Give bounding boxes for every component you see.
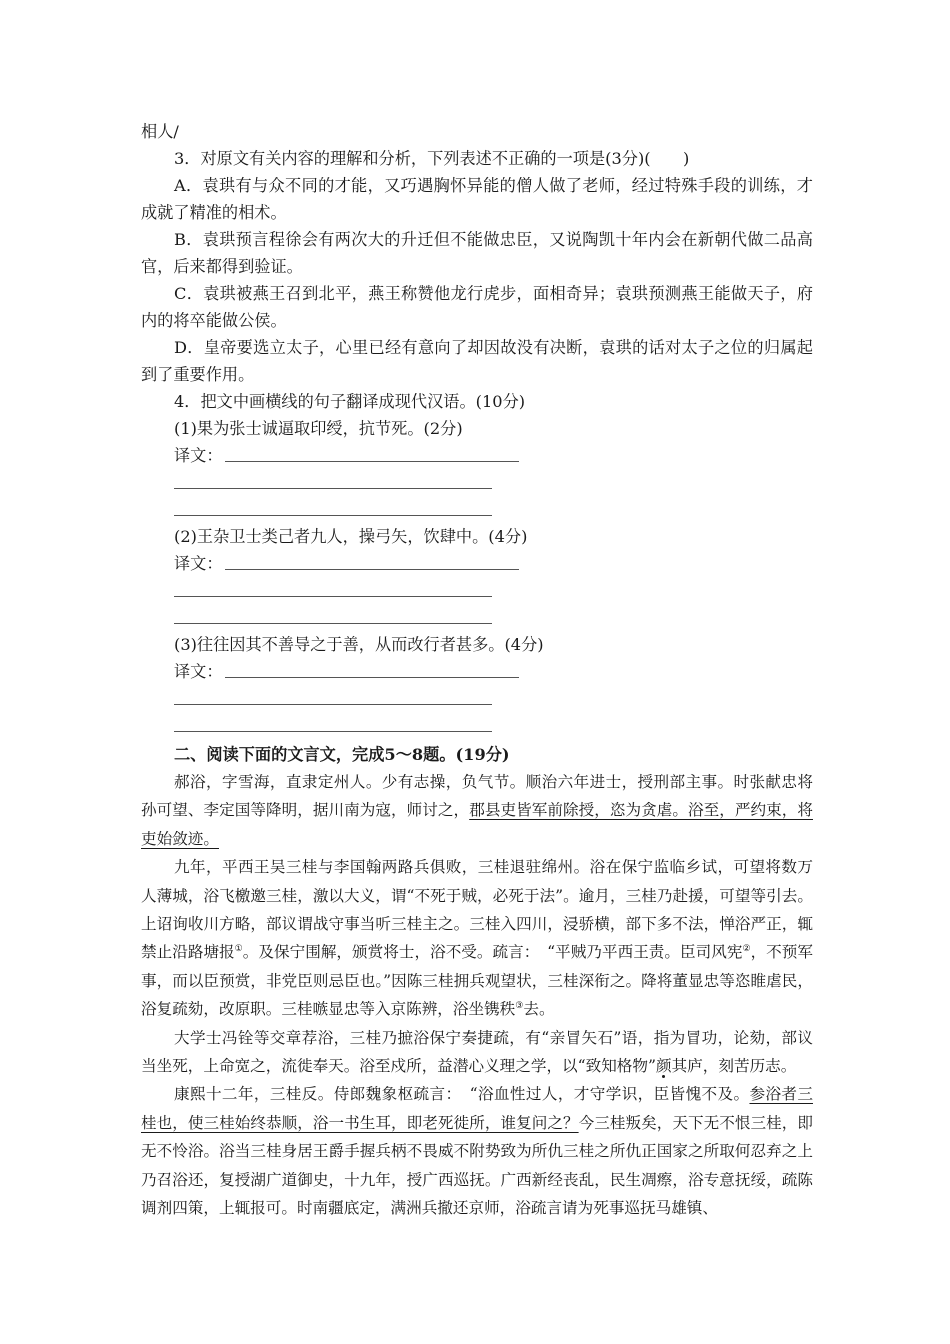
- answer-line-1-3[interactable]: [141, 496, 813, 523]
- q4-stem: 4．把文中画横线的句子翻译成现代汉语。(10分): [174, 392, 526, 411]
- q3-option-a: A．袁珙有与众不同的才能，又巧遇胸怀异能的僧人做了老师，经过特殊手段的训练，才成就了精准的相术。: [141, 176, 813, 222]
- section-2-heading: 二、阅读下面的文言文，完成5～8题。(19分): [174, 745, 510, 764]
- passage-text: 其庐，刻苦历志。: [671, 1057, 797, 1076]
- blank-line[interactable]: [174, 596, 492, 597]
- blank-line[interactable]: [225, 461, 519, 462]
- q4-item-2: (2)王杂卫士类己者九人，操弓矢，饮肆中。(4分): [174, 527, 528, 546]
- passage-text: 今三桂叛矣，天下无不恨三桂，即无不怜浴。浴当三桂身居王爵手握兵柄不畏威不附势致为所仇三桂之所仇正国家之所取何忍弃之上乃召浴还，复授湖广道御史，十九年，授广西巡抚。广西新经丧乱，民生凋瘵，浴专意抚绥，疏陈调剂四策，上辄报可。时南疆底定，满洲兵撤还京师，浴疏言请为死事巡抚马雄镇、: [141, 1113, 813, 1218]
- answer-label: 译文：: [174, 662, 223, 681]
- passage-text: 大学士冯铨等交章荐浴，三桂乃摭浴保宁奏捷疏，有“亲冒矢石”语，指为冒功，论劾，部议当坐死，上命宽之，流徙奉天。浴至戍所，益潜心义理之学，以“致知格物”: [141, 1028, 813, 1076]
- blank-line[interactable]: [174, 731, 492, 732]
- passage-paragraph-4: [141, 1080, 813, 1222]
- dotted-character: 颜: [655, 1057, 672, 1076]
- passage-text: 。及保宁围解，颁赏将士，浴不受。疏言： “平贼乃平西王责。臣司风宪: [242, 943, 743, 962]
- q3-option-c: C．袁珙被燕王召到北平，燕王称赞他龙行虎步，面相奇异；袁珙预测燕王能做天子，府内的将卒能做公侯。: [141, 284, 813, 330]
- answer-line-2-2[interactable]: [141, 577, 813, 604]
- footnote-marker: ③: [515, 1001, 524, 1012]
- footnote-marker: ①: [234, 944, 243, 955]
- blank-line[interactable]: [225, 677, 519, 678]
- passage-paragraph-3: [141, 1024, 813, 1081]
- blank-line[interactable]: [225, 569, 519, 570]
- passage-text: 九年，平西王吴三桂与李国翰两路兵俱败，三桂退驻绵州。浴在保宁监临乡试，可望将数万人薄城，浴飞檄邀三桂，激以大义，谓“不死于贼，必死于法”。逾月，三桂乃赴援，可望等引去。上诏询收川方略，部议谓战守事当听三桂主之。三桂入四川，浸骄横，部下多不法，惮浴严正，辄禁止沿路塘报: [141, 858, 813, 962]
- top-fragment: 相人/: [141, 122, 179, 141]
- answer-label: 译文：: [174, 446, 223, 465]
- answer-line-1-1[interactable]: [141, 442, 813, 469]
- document-page: [141, 118, 813, 1223]
- q4-item-1: (1)果为张士诚逼取印绶，抗节死。(2分): [174, 419, 463, 438]
- answer-line-3-1[interactable]: [141, 658, 813, 685]
- q3-option-d: D．皇帝要选立太子，心里已经有意向了却因故没有决断，袁珙的话对太子之位的归属起到了重要作用。: [141, 338, 813, 384]
- blank-line[interactable]: [174, 515, 492, 516]
- footnote-marker: ②: [742, 944, 751, 955]
- passage-text: ，不预军事，而以臣预赏，非党臣则忌臣也。”因陈三桂拥兵观望状，三桂深衔之。降将董显忠等恣睢虐民，浴复疏劾，改原职。三桂嗾显忠等入京陈辨，浴坐镌秩: [141, 943, 813, 1019]
- q3-stem: 3．对原文有关内容的理解和分析，下列表述不正确的一项是(3分)( ): [174, 149, 690, 168]
- passage-paragraph-2: [141, 853, 813, 1023]
- q3-option-b: B．袁珙预言程徐会有两次大的升迁但不能做忠臣，又说陶凯十年内会在新朝代做二品高官，后来都得到验证。: [141, 230, 813, 276]
- answer-line-3-2[interactable]: [141, 685, 813, 712]
- blank-line[interactable]: [174, 623, 492, 624]
- answer-line-2-3[interactable]: [141, 604, 813, 631]
- q4-item-3: (3)往往因其不善导之于善，从而改行者甚多。(4分): [174, 635, 544, 654]
- blank-line[interactable]: [174, 488, 492, 489]
- blank-line[interactable]: [174, 704, 492, 705]
- passage-paragraph-1: [141, 768, 813, 853]
- passage-text: 郝浴，字雪海，直隶定州人。少有志操，负气节。顺治六年进士，授刑部主事。时张献忠将孙可望、李定国等降明，据川南为寇，师讨之，: [141, 773, 813, 820]
- answer-label: 译文：: [174, 554, 223, 573]
- passage-text: 去。: [523, 1000, 555, 1019]
- underlined-sentence: 参浴者三桂也，使三桂始终恭顺，浴一书生耳，即老死徙所，谁复问之？: [141, 1085, 813, 1132]
- answer-line-3-3[interactable]: [141, 712, 813, 739]
- passage-text: 康熙十二年，三桂反。侍郎魏象枢疏言： “浴血性过人，才守学识，臣皆愧不及。: [174, 1085, 750, 1104]
- underlined-sentence: 郡县吏皆军前除授，恣为贪虐。浴至，严约束，将吏始敛迹。: [141, 801, 813, 848]
- answer-line-1-2[interactable]: [141, 469, 813, 496]
- answer-line-2-1[interactable]: [141, 550, 813, 577]
